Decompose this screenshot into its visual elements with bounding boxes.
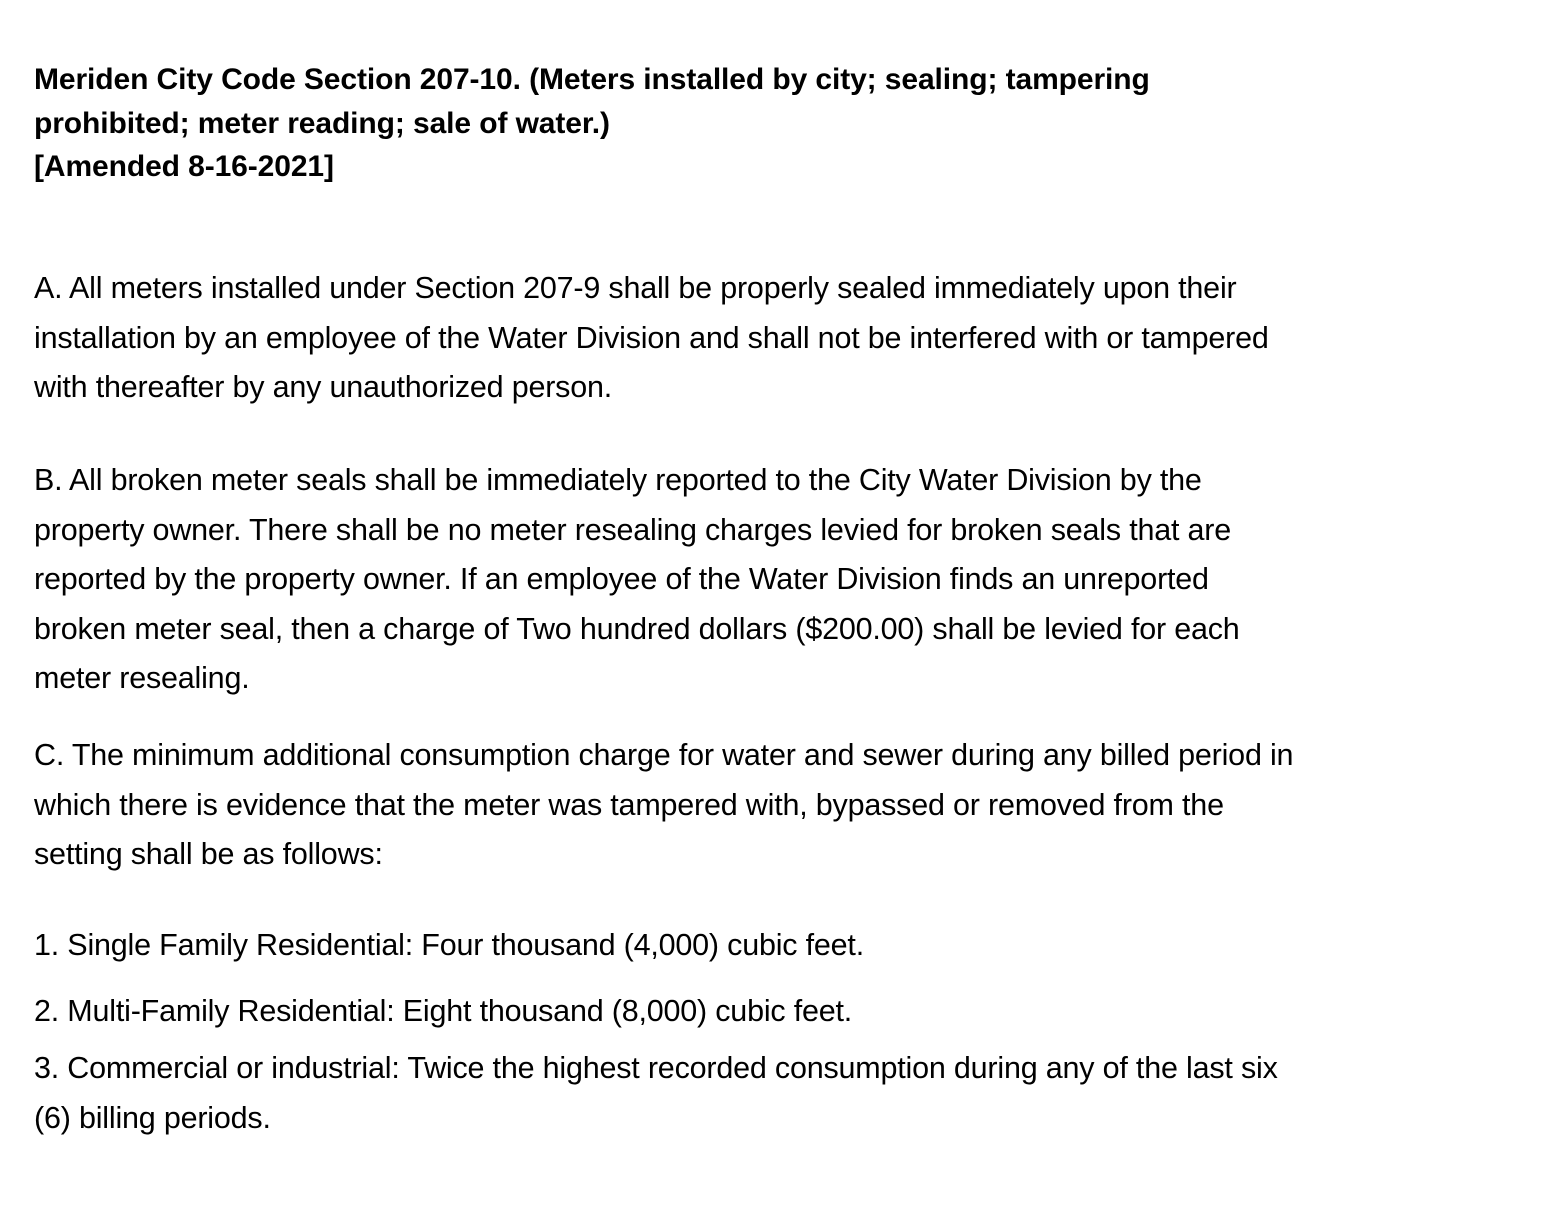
title-line: Meriden City Code Section 207-10. (Meters installed by city; sealing; tampering (34, 63, 1150, 96)
paragraph-line: reported by the property owner. If an employee of the Water Division finds an unreported (34, 562, 1209, 596)
section-b-paragraph (34, 456, 1240, 704)
paragraph-line: with thereafter by any unauthorized person. (34, 370, 613, 404)
list-item-line: 1. Single Family Residential: Four thousand (4,000) cubic feet. (34, 928, 864, 962)
paragraph-line: which there is evidence that the meter was tampered with, bypassed or removed from the (34, 787, 1224, 822)
paragraph-line: broken meter seal, then a charge of Two hundred dollars ($200.00) shall be levied for each (34, 611, 1240, 646)
list-item-line: 2. Multi-Family Residential: Eight thousand (8,000) cubic feet. (34, 994, 853, 1028)
paragraph-line: meter resealing. (34, 661, 250, 695)
paragraph-line: property owner. There shall be no meter resealing charges levied for broken seals that are (34, 512, 1232, 547)
list-item-line: (6) billing periods. (34, 1100, 271, 1135)
paragraph-line: A. All meters installed under Section 207-9 shall be properly sealed immediately upon their (34, 271, 1237, 305)
paragraph-line: C. The minimum additional consumption charge for water and sewer during any billed period in (34, 738, 1294, 772)
list-item-single-family (34, 921, 864, 971)
document-title (34, 58, 1534, 189)
list-item-commercial (34, 1044, 1278, 1143)
document-page (34, 58, 1534, 1135)
paragraph-line: B. All broken meter seals shall be immediately reported to the City Water Division by the (34, 463, 1202, 497)
amendment-note: [Amended 8-16-2021] (34, 150, 334, 183)
section-a-paragraph (34, 264, 1269, 413)
section-c-paragraph (34, 731, 1293, 880)
list-item-line: 3. Commercial or industrial: Twice the highest recorded consumption during any of the last six (34, 1051, 1278, 1085)
list-item-multi-family (34, 987, 852, 1037)
paragraph-line: installation by an employee of the Water Division and shall not be interfered with or tampered (34, 320, 1269, 355)
title-line: prohibited; meter reading; sale of water.) (34, 106, 610, 140)
paragraph-line: setting shall be as follows: (34, 837, 383, 871)
